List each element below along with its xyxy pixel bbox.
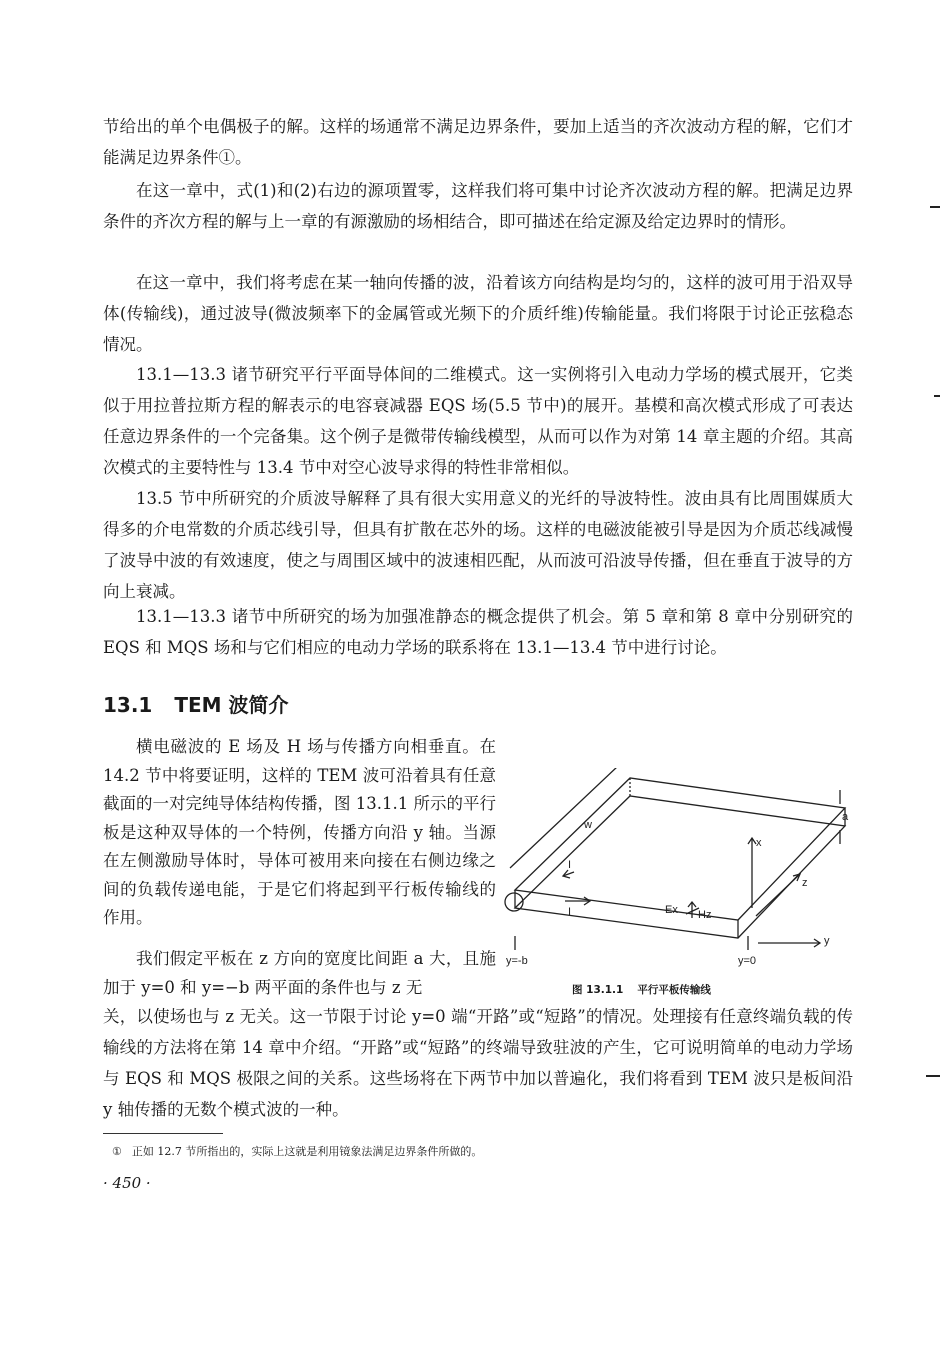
footnote-text: 正如 12.7 节所指出的，实际上这就是利用镜象法满足边界条件所做的。 bbox=[131, 1145, 483, 1158]
label-a: a bbox=[842, 811, 849, 823]
label-x: x bbox=[756, 837, 762, 849]
scan-mark-middle bbox=[934, 395, 940, 397]
scan-mark-bottom bbox=[926, 1075, 940, 1077]
footnote-mark: ① bbox=[112, 1145, 122, 1158]
label-hz: Hz bbox=[698, 909, 712, 921]
label-ex: Ex bbox=[665, 904, 678, 916]
paragraph-6: 13.1—13.3 诸节中所研究的场为加强准静态的概念提供了机会。第 5 章和第 8 章中分别研究的 EQS 和 MQS 场和与它们相应的电动力学场的联系将在 13.1—13.4 节中进行讨论。 bbox=[103, 607, 853, 657]
paragraph-tem-intro: 横电磁波的 E 场及 H 场与传播方向相垂直。在 14.2 节中将要证明，这样的 TEM 波可沿着具有任意截面的一对完纯导体结构传播，图 13.1.1 所示的平行板是这种双导体的一个特例，传播方向沿 y 轴。当源在左侧激励导体时，导体可被用来向接在右侧边缘之间的负载传递电能，于是它们将起到平行板传输线的作用。 bbox=[103, 737, 496, 927]
page-number: · 450 · bbox=[103, 1174, 151, 1192]
paragraph-continuation: 关，以使场也与 z 无关。这一节限于讨论 y=0 端“开路”或“短路”的情况。处理接有任意终端负载的传输线的方法将在第 14 章中介绍。“开路”或“短路”的终端导致驻波的产生，它可说明简单的电动力学场与 EQS 和 MQS 极限之间的关系。这些场将在下两节中加以普遍化，我们将看到 TEM 波只是板间沿 y 轴传播的无数个模式波的一种。 bbox=[103, 1007, 853, 1119]
section-title: TEM 波简介 bbox=[174, 693, 289, 717]
footnote-rule bbox=[103, 1133, 223, 1134]
paragraph-5: 13.5 节中所研究的介质波导解释了具有很大实用意义的光纤的导波特性。波由具有比周围媒质大得多的介电常数的介质芯线引导，但具有扩散在芯外的场。这样的电磁波能被引导是因为介质芯线减慢了波导中波的有效速度，使之与周围区域中的波速相匹配，从而波可沿波导传播，但在垂直于波导的方向上衰减。 bbox=[103, 489, 853, 601]
paragraph-4: 13.1—13.3 诸节研究平行平面导体间的二维模式。这一实例将引入电动力学场的模式展开，它类似于用拉普拉斯方程的解表示的电容衰减器 EQS 场(5.5 节中)的展开。基模和高次模式形成了可表达任意边界条件的一个完备集。这个例子是微带传输线模型，从而可以作为对第 14 章主题的介绍。其高次模式的主要特性与 13.4 节中对空心波导求得的特性非常相似。 bbox=[103, 365, 853, 477]
paragraph-3: 在这一章中，我们将考虑在某一轴向传播的波，沿着该方向结构是均匀的，这样的波可用于沿双导体(传输线)，通过波导(微波频率下的金属管或光频下的介质纤维)传输能量。我们将限于讨论正弦稳态情况。 bbox=[103, 273, 853, 354]
scan-mark-top bbox=[930, 206, 940, 208]
figure-caption-text: 平行平板传输线 bbox=[637, 984, 711, 996]
figure-caption-number: 图 13.1.1 bbox=[572, 984, 624, 996]
section-number: 13.1 bbox=[103, 693, 153, 717]
label-current-bottom: I bbox=[568, 906, 572, 918]
label-z: z bbox=[802, 877, 808, 889]
footnote bbox=[112, 1144, 482, 1160]
label-y-minus-b: y=-b bbox=[506, 955, 528, 967]
figure-caption bbox=[572, 982, 725, 997]
top-plate bbox=[515, 778, 845, 920]
paragraph-assumption: 我们假定平板在 z 方向的宽度比间距 a 大，且施加于 y=0 和 y=−b 两平面的条件也与 z 无 bbox=[103, 949, 496, 997]
label-w: w bbox=[584, 819, 592, 831]
paragraph-1: 节给出的单个电偶极子的解。这样的场通常不满足边界条件，要加上适当的齐次波动方程的解，它们才能满足边界条件①。 bbox=[103, 117, 853, 167]
label-current-top: I bbox=[568, 859, 572, 871]
parallel-plate-figure bbox=[500, 768, 850, 1008]
paragraph-2: 在这一章中，式(1)和(2)右边的源项置零，这样我们将可集中讨论齐次波动方程的解。把满足边界条件的齐次方程的解与上一章的有源激励的场相结合，即可描述在给定源及给定边界时的情形。 bbox=[103, 181, 853, 231]
label-y: y bbox=[824, 935, 830, 947]
section-heading bbox=[103, 690, 289, 720]
label-y-zero: y=0 bbox=[738, 955, 757, 967]
